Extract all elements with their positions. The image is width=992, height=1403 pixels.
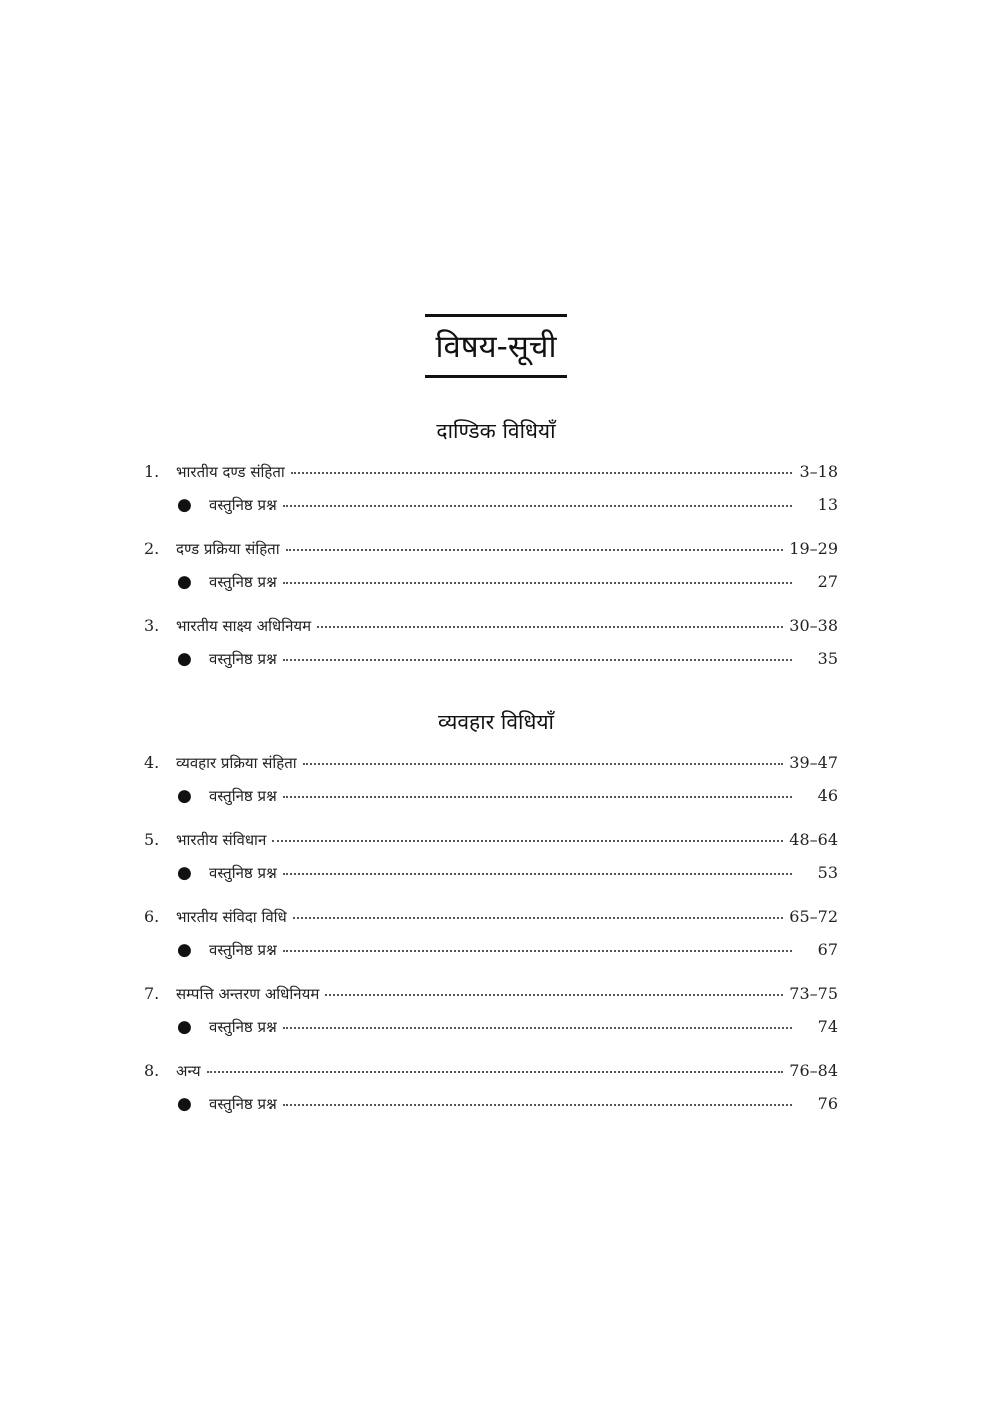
toc-entry	[144, 1061, 838, 1127]
dot-leader	[283, 795, 792, 798]
dot-leader	[286, 548, 784, 551]
dot-leader	[283, 658, 792, 661]
dot-leader	[303, 762, 784, 765]
toc-subrow[interactable]	[144, 495, 838, 528]
toc-title: भारतीय दण्ड संहिता	[176, 463, 285, 481]
toc-number: 2.	[144, 539, 160, 558]
bullet-icon: ●	[177, 495, 192, 515]
toc-number: 6.	[144, 907, 160, 926]
dot-leader	[283, 949, 792, 952]
dot-leader	[207, 1070, 784, 1073]
toc-page: 74	[817, 1017, 838, 1036]
toc-number: 3.	[144, 616, 160, 635]
bullet-icon: ●	[177, 649, 192, 669]
toc-entry	[144, 462, 838, 528]
toc-page-range: 48–64	[789, 830, 838, 849]
toc-title: भारतीय संविधान	[176, 831, 267, 849]
dot-leader	[272, 839, 783, 842]
toc-number: 7.	[144, 984, 160, 1003]
toc-page: 46	[817, 786, 838, 805]
toc-entry	[144, 753, 838, 819]
toc-entry	[144, 539, 838, 605]
toc-subrow[interactable]	[144, 572, 838, 605]
bullet-icon: ●	[177, 1017, 192, 1037]
toc-page-range: 39–47	[789, 753, 838, 772]
toc-subrow[interactable]	[144, 1017, 838, 1050]
toc-title: सम्पत्ति अन्तरण अधिनियम	[176, 985, 320, 1003]
toc-page-range: 19–29	[789, 539, 838, 558]
toc-page: 27	[817, 572, 838, 591]
toc-subrow[interactable]	[144, 863, 838, 896]
toc-row[interactable]	[144, 616, 838, 649]
toc-page-range: 65–72	[789, 907, 838, 926]
dot-leader	[283, 504, 792, 507]
bullet-icon: ●	[177, 940, 192, 960]
toc-number: 8.	[144, 1061, 160, 1080]
toc-title: व्यवहार प्रक्रिया संहिता	[176, 754, 297, 772]
toc-row[interactable]	[144, 462, 838, 495]
dot-leader	[293, 916, 783, 919]
toc-number: 5.	[144, 830, 160, 849]
toc-entry	[144, 830, 838, 896]
toc-subtitle: वस्तुनिष्ठ प्रश्न	[209, 1095, 277, 1113]
toc-entry	[144, 984, 838, 1050]
dot-leader	[283, 1103, 792, 1106]
dot-leader	[283, 1026, 792, 1029]
toc-number: 4.	[144, 753, 160, 772]
toc-subtitle: वस्तुनिष्ठ प्रश्न	[209, 864, 277, 882]
toc-row[interactable]	[144, 753, 838, 786]
bullet-icon: ●	[177, 1094, 192, 1114]
dot-leader	[291, 471, 792, 474]
toc-page-range: 3–18	[799, 462, 838, 481]
toc-title: अन्य	[176, 1062, 201, 1080]
page-title: विषय-सूची	[425, 314, 566, 378]
toc-page: 67	[817, 940, 838, 959]
toc-page-range: 30–38	[789, 616, 838, 635]
toc-page: 53	[817, 863, 838, 882]
toc-subrow[interactable]	[144, 940, 838, 973]
toc-page-range: 73–75	[789, 984, 838, 1003]
toc-row[interactable]	[144, 1061, 838, 1094]
toc-entry	[144, 907, 838, 973]
section-heading-civil-laws: व्यवहार विधियाँ	[438, 710, 554, 734]
toc-subtitle: वस्तुनिष्ठ प्रश्न	[209, 787, 277, 805]
toc-title: भारतीय साक्ष्य अधिनियम	[176, 617, 312, 635]
toc-subrow[interactable]	[144, 649, 838, 682]
toc-subtitle: वस्तुनिष्ठ प्रश्न	[209, 1018, 277, 1036]
dot-leader	[283, 581, 792, 584]
toc-page-range: 76–84	[789, 1061, 838, 1080]
toc-subrow[interactable]	[144, 786, 838, 819]
toc-number: 1.	[144, 462, 160, 481]
dot-leader	[325, 993, 783, 996]
toc-title: दण्ड प्रक्रिया संहिता	[176, 540, 280, 558]
toc-page: 76	[817, 1094, 838, 1113]
bullet-icon: ●	[177, 863, 192, 883]
toc-title: भारतीय संविदा विधि	[176, 908, 287, 926]
toc-subtitle: वस्तुनिष्ठ प्रश्न	[209, 941, 277, 959]
toc-row[interactable]	[144, 830, 838, 863]
toc-row[interactable]	[144, 907, 838, 940]
dot-leader	[283, 872, 792, 875]
toc-row[interactable]	[144, 984, 838, 1017]
bullet-icon: ●	[177, 786, 192, 806]
section-heading-criminal-laws: दाण्डिक विधियाँ	[436, 419, 556, 443]
bullet-icon: ●	[177, 572, 192, 592]
toc-list-criminal-laws	[144, 462, 838, 682]
dot-leader	[317, 625, 783, 628]
toc-list-civil-laws	[144, 753, 838, 1127]
toc-row[interactable]	[144, 539, 838, 572]
toc-subtitle: वस्तुनिष्ठ प्रश्न	[209, 496, 277, 514]
toc-page: 35	[817, 649, 838, 668]
toc-page: 13	[817, 495, 838, 514]
toc-subtitle: वस्तुनिष्ठ प्रश्न	[209, 573, 277, 591]
toc-subrow[interactable]	[144, 1094, 838, 1127]
toc-subtitle: वस्तुनिष्ठ प्रश्न	[209, 650, 277, 668]
page-title-container	[0, 314, 992, 378]
toc-entry	[144, 616, 838, 682]
